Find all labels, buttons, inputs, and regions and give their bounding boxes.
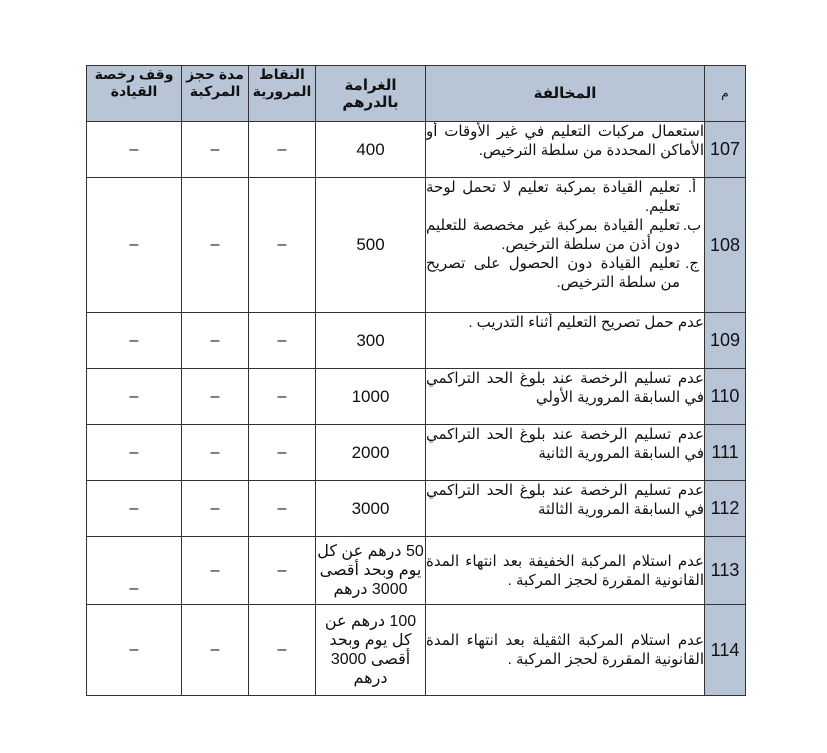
suspension-value: –	[87, 605, 182, 696]
table-row	[87, 605, 746, 696]
violation-text: عدم استلام المركبة الخفيفة بعد انتهاء المدة القانونية المقررة لحجز المركبة .	[426, 537, 705, 605]
points-value: –	[249, 425, 316, 481]
table-row	[87, 122, 746, 178]
list-item	[426, 178, 704, 216]
header-number: م	[705, 66, 746, 122]
violation-text: عدم حمل تصريح التعليم أثناء التدريب .	[426, 313, 705, 369]
list-item-marker: أ.	[687, 179, 697, 196]
row-number: 112	[705, 481, 746, 537]
list-item-marker: ب.	[682, 217, 702, 234]
fines-table	[86, 65, 746, 696]
impound-value: –	[182, 178, 249, 313]
table-row	[87, 313, 746, 369]
suspension-value: –	[87, 537, 182, 605]
fine-amount: 300	[316, 313, 426, 369]
row-number: 110	[705, 369, 746, 425]
suspension-value: –	[87, 425, 182, 481]
suspension-value: –	[87, 178, 182, 313]
violation-text: عدم تسليم الرخصة عند بلوغ الحد التراكمي في السابقة المرورية الأولي	[426, 369, 705, 425]
suspension-value: –	[87, 122, 182, 178]
fine-amount: 50 درهم عن كل يوم وبحد أقصى 3000 درهم	[316, 537, 426, 605]
points-value: –	[249, 481, 316, 537]
row-number: 107	[705, 122, 746, 178]
violation-text: عدم استلام المركبة الثقيلة بعد انتهاء المدة القانونية المقررة لحجز المركبة .	[426, 605, 705, 696]
fine-amount: 1000	[316, 369, 426, 425]
header-impound: مدة حجز المركبة	[182, 66, 249, 122]
list-item-text: تعليم القيادة بمركبة غير مخصصة للتعليم دون أذن من سلطة الترخيص.	[426, 217, 680, 253]
points-value: –	[249, 605, 316, 696]
suspension-value: –	[87, 481, 182, 537]
points-value: –	[249, 537, 316, 605]
suspension-value: –	[87, 313, 182, 369]
list-item	[426, 216, 704, 254]
impound-value: –	[182, 425, 249, 481]
violation-text: عدم تسليم الرخصة عند بلوغ الحد التراكمي في السابقة المرورية الثانية	[426, 425, 705, 481]
list-item-text: تعليم القيادة بمركبة تعليم لا تحمل لوحة تعليم.	[426, 179, 680, 215]
violation-text: عدم تسليم الرخصة عند بلوغ الحد التراكمي في السابقة المرورية الثالثة	[426, 481, 705, 537]
violation-sub-items	[426, 178, 704, 292]
fine-amount: 400	[316, 122, 426, 178]
row-number: 113	[705, 537, 746, 605]
impound-value: –	[182, 537, 249, 605]
impound-value: –	[182, 122, 249, 178]
table-row	[87, 178, 746, 313]
points-value: –	[249, 178, 316, 313]
row-number: 114	[705, 605, 746, 696]
row-number: 111	[705, 425, 746, 481]
table-row	[87, 369, 746, 425]
violation-text: استعمال مركبات التعليم في غير الأوقات أو الأماكن المحددة من سلطة الترخيص.	[426, 122, 705, 178]
points-value: –	[249, 369, 316, 425]
impound-value: –	[182, 313, 249, 369]
impound-value: –	[182, 481, 249, 537]
suspension-value: –	[87, 369, 182, 425]
row-number: 109	[705, 313, 746, 369]
impound-value: –	[182, 369, 249, 425]
header-suspension: وقف رخصة القيادة	[87, 66, 182, 122]
list-item	[426, 254, 704, 292]
points-value: –	[249, 313, 316, 369]
fine-amount: 2000	[316, 425, 426, 481]
violation-text	[426, 178, 705, 313]
header-points: النقاط المرورية	[249, 66, 316, 122]
list-item-marker: ج.	[685, 255, 699, 272]
header-violation: المخالفة	[426, 66, 705, 122]
row-number: 108	[705, 178, 746, 313]
table-row	[87, 425, 746, 481]
points-value: –	[249, 122, 316, 178]
fine-amount: 100 درهم عن كل يوم وبحد أقصى 3000 درهم	[316, 605, 426, 696]
impound-value: –	[182, 605, 249, 696]
fine-amount: 500	[316, 178, 426, 313]
header-row	[87, 66, 746, 122]
table-row	[87, 537, 746, 605]
fine-amount: 3000	[316, 481, 426, 537]
table-row	[87, 481, 746, 537]
header-fine: الغرامة بالدرهم	[316, 66, 426, 122]
list-item-text: تعليم القيادة دون الحصول على تصريح من سلطة الترخيص.	[426, 255, 680, 291]
